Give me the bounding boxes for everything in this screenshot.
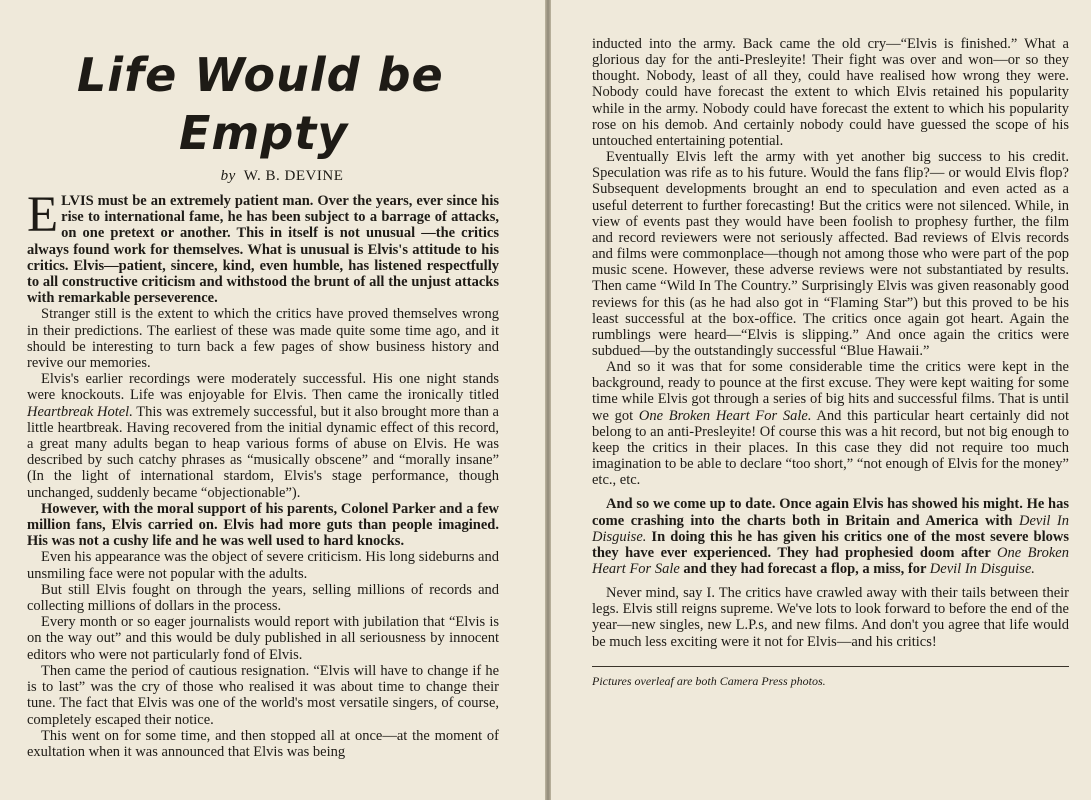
paragraph: inducted into the army. Back came the old cry—“Elvis is finished.” What a glorious day for the anti-Presleyite! Their fight was over and won—or so they thought. Nobody, least of all they, could have realised how wrong they were. Nobody could have forecast the extent to which Elvis retained his popularity while in the army. Nobody could have forecast the extent to which his popularity rose on his demob. And certainly nobody could have guessed the scope of his untouched entertaining potential. [592, 36, 1069, 149]
paragraph: Never mind, say I. The critics have crawled away with their tails between their legs. Elvis still reigns supreme. We've lots to look forward to before the end of the year—new singles, new L.P.s, and new films. And don't you agree that life would be much less exciting were it not for Elvis—and his critics! [592, 585, 1069, 650]
byline-prefix: by [220, 168, 236, 184]
paragraph: But still Elvis fought on through the years, selling millions of records and collecting millions of dollars in the process. [27, 581, 499, 615]
text-run: and they had forecast a flop, a miss, for [679, 561, 930, 577]
text-run: And this particular heart certainly did not belong to an anti-Presleyite! Of course this was a hit record, but not big enough to keep the critics in their places. In this case they did not require too much imagination to be able to declare “too short,” “not enough of Elvis for the money” etc., etc. [592, 407, 1069, 489]
paragraph: Every month or so eager journalists would report with jubilation that “Elvis is on the way out” and this would be duly published in all seriousness by innocent editors who were not particularly fond of Elvis. [27, 614, 499, 663]
song-title: Devil In Disguise. [592, 512, 1070, 545]
paragraph: Eventually Elvis left the army with yet another big success to his credit. Speculation was rife as to his future. Would the fans flip?— or would Elvis flop? Subsequent developments brought an end to speculation and even acted as a useful deterrent to further forecasting! But the critics were not silenced. While, in view of events past they would have been foolish to prophesy further, the film and record reviewers were not seriously affected. Bad reviews of Elvis records and films were commonplace—though not among those who were part of the pop music scene. However, these adverse reviews were not substantiated by results. Then came “Wild In The Country.” Surprisingly Elvis was given reasonably good reviews for this (as he had also got in “Flaming Star”) but this proved to be his least successful at the box-office. The critics once again got heart. Again the rumblings were heard—“Elvis is slipping.” And once again the critics were subdued—by the outstandingly successful “Blue Hawaii.” [592, 149, 1069, 359]
title-line-1: Life Would be [77, 48, 444, 102]
song-title: Devil In Disguise. [929, 561, 1035, 577]
spacer [592, 577, 1069, 585]
text-run: Elvis's earlier recordings were moderately successful. His one night stands were knockouts. Life was enjoyable for Elvis. Then came the ironically titled [27, 371, 499, 404]
bold-paragraph: However, with the moral support of his parents, Colonel Parker and a few million fans, Elvis carried on. Elvis had more guts than people imagined. His was not a cushy life and he was well used to hard knocks. [27, 500, 499, 550]
paragraph [592, 359, 1069, 488]
intro-paragraph [27, 187, 499, 307]
paragraph: Stranger still is the extent to which the critics have proved themselves wrong in their predictions. The earliest of these was made quite some time ago, and it should be interesting to turn back a few pages of show business history and revive our memories. [27, 306, 499, 372]
left-page [0, 0, 545, 800]
bold-paragraph [592, 496, 1069, 577]
paragraph: Even his appearance was the object of severe criticism. His long sideburns and unsmiling face were not popular with the adults. [27, 549, 499, 582]
photo-credit: Pictures overleaf are both Camera Press photos. [592, 673, 826, 688]
intro-text: LVIS must be an extremely patient man. Over the years, ever since his rise to international fame, he has been subject to a barrage of attacks, on one pretext or another. This in itself is not unusual —the critics always found work for themselves. What is unusual is Elvis's attitude to his critics. Elvis—patient, sincere, kind, even humble, has listened respectfully to all constructive criticism and withstood the brunt of all the unjust attacks with remarkable perseverence. [27, 193, 499, 307]
article-title [27, 46, 499, 162]
song-title: One Broken Heart For Sale. [638, 407, 812, 424]
byline [27, 168, 499, 185]
right-page [551, 0, 1091, 800]
paragraph: Then came the period of cautious resignation. “Elvis will have to change if he is to last” was the cry of those who realised it was about time to change their tune. The fact that Elvis was one of the world's most versatile singers, of course, completely escaped their notice. [27, 662, 499, 728]
paragraph [27, 371, 499, 501]
song-title: Heartbreak Hotel. [27, 403, 133, 420]
drop-cap: E [27, 187, 59, 243]
paragraph: This went on for some time, and then stopped all at once—at the moment of exultation when it was announced that Elvis was being [27, 727, 499, 760]
credit-divider [592, 666, 1069, 667]
byline-author: W. B. DEVINE [243, 168, 344, 184]
text-run: And so we come up to date. Once again Elvis has showed his might. He has come crashing into the charts both in Britain and America with [592, 496, 1069, 529]
text-run: And so it was that for some considerable time the critics were kept in the background, ready to pounce at the first excuse. They were kept waiting for some time while Elvis got through a series of big hits and successful films. That is until we got [592, 359, 1069, 424]
spacer [592, 488, 1069, 496]
title-line-2: Empty [179, 106, 349, 160]
song-title: One Broken Heart For Sale [592, 544, 1069, 577]
text-run: In doing this he has given his critics one of the most severe blows they have ever experienced. They had prophesied doom after [592, 528, 1069, 561]
text-run: This was extremely successful, but it also brought more than a little heartbreak. Having recovered from the initial dynamic effect of this record, a great many adults began to heap various forms of abuse on Elvis. He was described by such catchy phrases as “musically obscene” and “morally insane” (In the light of international stardom, Elvis's stage performance, though unchanged, suddenly became “objectionable”). [27, 403, 499, 501]
